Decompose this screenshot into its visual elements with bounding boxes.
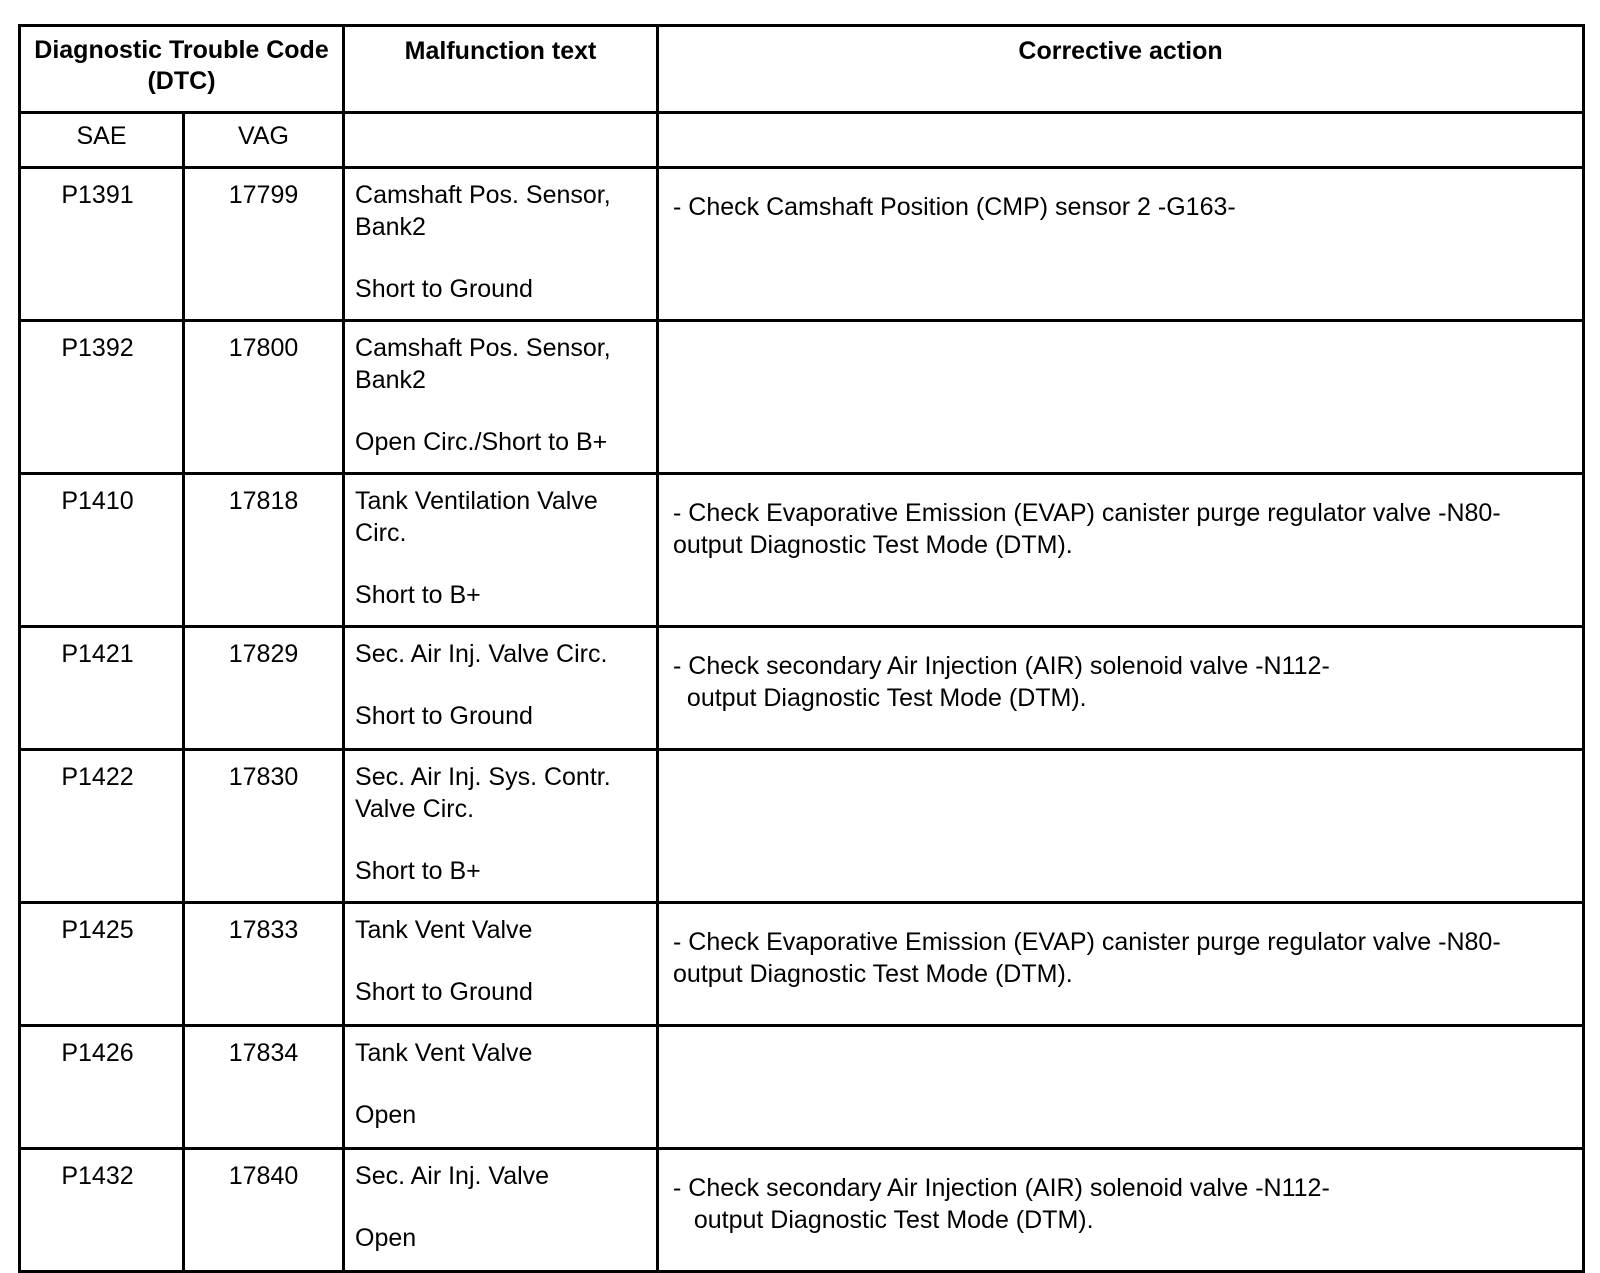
- malfunction-text: Tank Vent Valve: [355, 916, 533, 944]
- vag-code: 17833: [184, 903, 344, 1026]
- table-row: [20, 1026, 1584, 1149]
- vag-code: 17840: [184, 1149, 344, 1272]
- table-row: [20, 903, 1584, 1026]
- vag-code: 17800: [184, 321, 344, 474]
- corrective-action-text: - Check Evaporative Emission (EVAP) canister purge regulator valve -N80- output Diagnostic Test Mode (DTM).: [673, 499, 1515, 559]
- malfunction-text: Sec. Air Inj. Valve: [355, 1162, 550, 1190]
- vag-code: 17829: [184, 627, 344, 750]
- corrective-action-cell: [658, 903, 1584, 1026]
- vag-code: 17799: [184, 168, 344, 321]
- sae-code: P1426: [20, 1026, 184, 1149]
- malfunction-condition: Short to Ground: [355, 275, 533, 303]
- malfunction-condition: Short to Ground: [355, 702, 533, 730]
- corrective-action-cell: [658, 1026, 1584, 1149]
- malfunction-cell: [344, 1026, 658, 1149]
- malfunction-condition: Short to B+: [355, 581, 481, 609]
- malfunction-condition: Short to B+: [355, 857, 481, 885]
- malfunction-condition: Short to Ground: [355, 978, 533, 1006]
- malfunction-text: Camshaft Pos. Sensor, Bank2: [355, 181, 611, 241]
- malfunction-cell: [344, 750, 658, 903]
- malfunction-condition: Open Circ./Short to B+: [355, 428, 608, 456]
- malfunction-cell: [344, 474, 658, 627]
- table-row: [20, 321, 1584, 474]
- vag-code: 17834: [184, 1026, 344, 1149]
- vag-code: 17818: [184, 474, 344, 627]
- vag-subheader: VAG: [184, 113, 344, 168]
- dtc-header: Diagnostic Trouble Code (DTC): [20, 26, 344, 113]
- corrective-action-cell: [658, 1149, 1584, 1272]
- malfunction-cell: [344, 903, 658, 1026]
- corrective-action-cell: [658, 474, 1584, 627]
- sae-code: P1392: [20, 321, 184, 474]
- corrective-action-cell: [658, 627, 1584, 750]
- corrective-action-text: - Check Evaporative Emission (EVAP) canister purge regulator valve -N80- output Diagnostic Test Mode (DTM).: [673, 928, 1515, 988]
- table-subheader-row: [20, 113, 1584, 168]
- malfunction-condition: Open: [355, 1101, 417, 1129]
- table-row: [20, 1149, 1584, 1272]
- sae-code: P1410: [20, 474, 184, 627]
- vag-code: 17830: [184, 750, 344, 903]
- malfunction-cell: [344, 321, 658, 474]
- corrective-action-text: - Check Camshaft Position (CMP) sensor 2 -G163-: [673, 193, 1236, 221]
- sae-subheader: SAE: [20, 113, 184, 168]
- table-row: [20, 474, 1584, 627]
- empty-subheader-cell: [344, 113, 658, 168]
- sae-code: P1421: [20, 627, 184, 750]
- corrective-header: Corrective action: [658, 26, 1584, 113]
- empty-subheader-cell: [658, 113, 1584, 168]
- corrective-action-cell: [658, 321, 1584, 474]
- corrective-action-text: - Check secondary Air Injection (AIR) solenoid valve -N112- output Diagnostic Test Mode (DTM).: [673, 1174, 1330, 1234]
- malfunction-cell: [344, 168, 658, 321]
- corrective-action-text: - Check secondary Air Injection (AIR) solenoid valve -N112- output Diagnostic Test Mode (DTM).: [673, 652, 1330, 712]
- corrective-action-cell: [658, 168, 1584, 321]
- malfunction-cell: [344, 1149, 658, 1272]
- malfunction-text: Sec. Air Inj. Valve Circ.: [355, 640, 608, 668]
- sae-code: P1432: [20, 1149, 184, 1272]
- malfunction-text: Tank Ventilation Valve Circ.: [355, 487, 598, 547]
- malfunction-cell: [344, 627, 658, 750]
- table-header-row: [20, 26, 1584, 113]
- table-row: [20, 627, 1584, 750]
- sae-code: P1422: [20, 750, 184, 903]
- sae-code: P1425: [20, 903, 184, 1026]
- corrective-action-cell: [658, 750, 1584, 903]
- malfunction-text: Tank Vent Valve: [355, 1039, 533, 1067]
- malfunction-condition: Open: [355, 1224, 417, 1252]
- table-row: [20, 750, 1584, 903]
- malfunction-text: Camshaft Pos. Sensor, Bank2: [355, 334, 611, 394]
- dtc-table: [18, 24, 1585, 1273]
- sae-code: P1391: [20, 168, 184, 321]
- malfunction-text: Sec. Air Inj. Sys. Contr. Valve Circ.: [355, 763, 611, 823]
- table-row: [20, 168, 1584, 321]
- malfunction-header: Malfunction text: [344, 26, 658, 113]
